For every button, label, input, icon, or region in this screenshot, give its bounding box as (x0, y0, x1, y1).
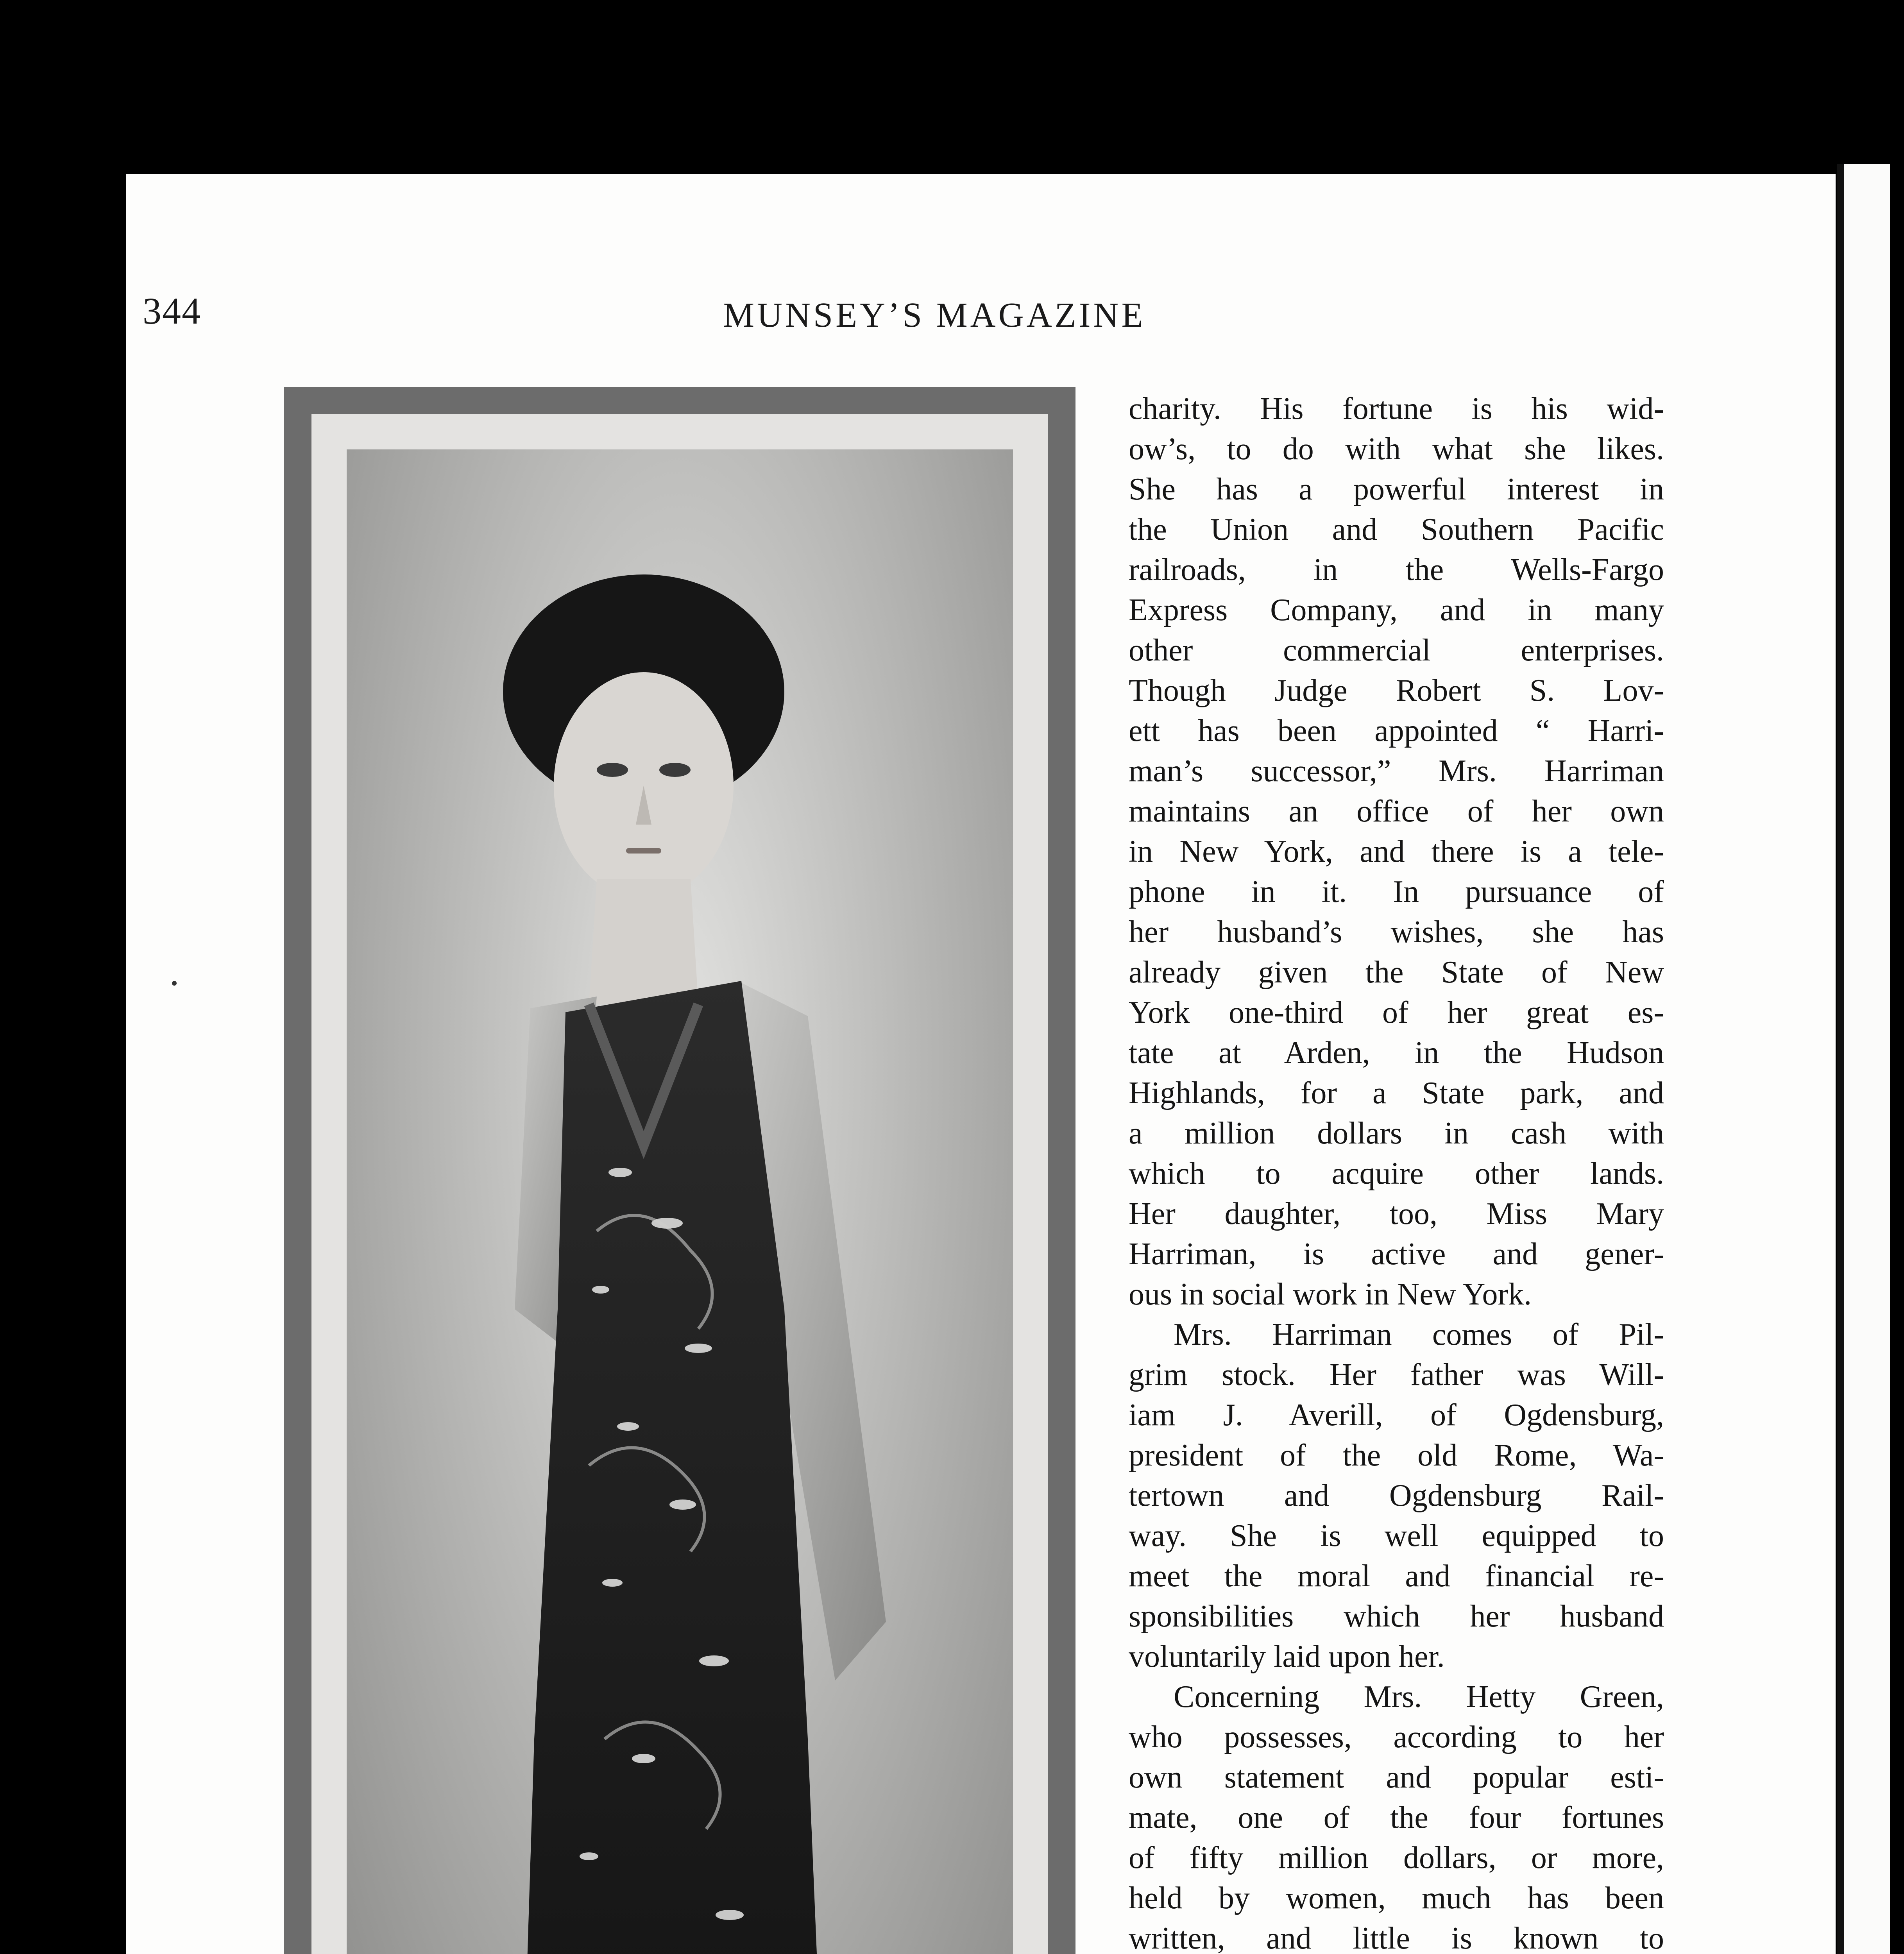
text-line: already given the State of New (1129, 955, 1664, 990)
portrait-photograph (347, 449, 1013, 1954)
text-line: her husband’s wishes, she has (1129, 915, 1664, 949)
text-line: ous in social work in New York. (1129, 1277, 1532, 1312)
text-line: York one-third of her great es- (1129, 995, 1664, 1030)
text-line: Harriman, is active and gener- (1129, 1237, 1664, 1271)
facing-page-edge (1838, 164, 1890, 1954)
page-gutter (1837, 164, 1844, 1954)
text-line: Concerning Mrs. Hetty Green, (1174, 1680, 1664, 1714)
text-line: way. She is well equipped to (1129, 1519, 1664, 1553)
text-line: Express Company, and in many (1129, 593, 1664, 627)
text-line: a million dollars in cash with (1129, 1116, 1664, 1151)
text-line: tate at Arden, in the Hudson (1129, 1036, 1664, 1070)
photo-mat (311, 414, 1048, 1954)
text-line: man’s successor,” Mrs. Harriman (1129, 754, 1664, 788)
text-line: other commercial enterprises. (1129, 633, 1664, 667)
text-line: Mrs. Harriman comes of Pil- (1174, 1317, 1664, 1352)
text-line: the Union and Southern Pacific (1129, 512, 1664, 547)
text-line: of fifty million dollars, or more, (1129, 1841, 1664, 1875)
page-number: 344 (143, 290, 201, 332)
text-line: who possesses, according to her (1129, 1720, 1664, 1754)
print-speck (172, 981, 177, 986)
text-line: charity. His fortune is his wid- (1129, 392, 1664, 426)
text-line: mate, one of the four fortunes (1129, 1800, 1664, 1835)
text-line: Highlands, for a State park, and (1129, 1076, 1664, 1110)
text-line: Though Judge Robert S. Lov- (1129, 673, 1664, 708)
text-line: ett has been appointed “ Harri- (1129, 714, 1664, 748)
text-line: written, and little is known to (1129, 1921, 1664, 1954)
text-line: voluntarily laid upon her. (1129, 1639, 1445, 1674)
text-line: meet the moral and financial re- (1129, 1559, 1664, 1593)
text-line: president of the old Rome, Wa- (1129, 1438, 1664, 1473)
text-line: held by women, much has been (1129, 1881, 1664, 1915)
text-line: in New York, and there is a tele- (1129, 834, 1664, 869)
text-line: tertown and Ogdensburg Rail- (1129, 1478, 1664, 1513)
text-line: iam J. Averill, of Ogdensburg, (1129, 1398, 1664, 1432)
text-line: railroads, in the Wells-Fargo (1129, 553, 1664, 587)
text-line: grim stock. Her father was Will- (1129, 1358, 1664, 1392)
text-line: own statement and popular esti- (1129, 1760, 1664, 1795)
text-line: She has a powerful interest in (1129, 472, 1664, 506)
text-line: which to acquire other lands. (1129, 1156, 1664, 1191)
text-line: phone in it. In pursuance of (1129, 875, 1664, 909)
text-line: sponsibilities which her husband (1129, 1599, 1664, 1634)
text-line: Her daughter, too, Miss Mary (1129, 1197, 1664, 1231)
article-text-column (1129, 389, 1664, 1954)
portrait-figure (347, 449, 1013, 1954)
portrait-photograph-frame (284, 387, 1075, 1954)
text-line: maintains an office of her own (1129, 794, 1664, 828)
running-head: MUNSEY’S MAGAZINE (723, 296, 1146, 335)
text-line: ow’s, to do with what she likes. (1129, 432, 1664, 466)
